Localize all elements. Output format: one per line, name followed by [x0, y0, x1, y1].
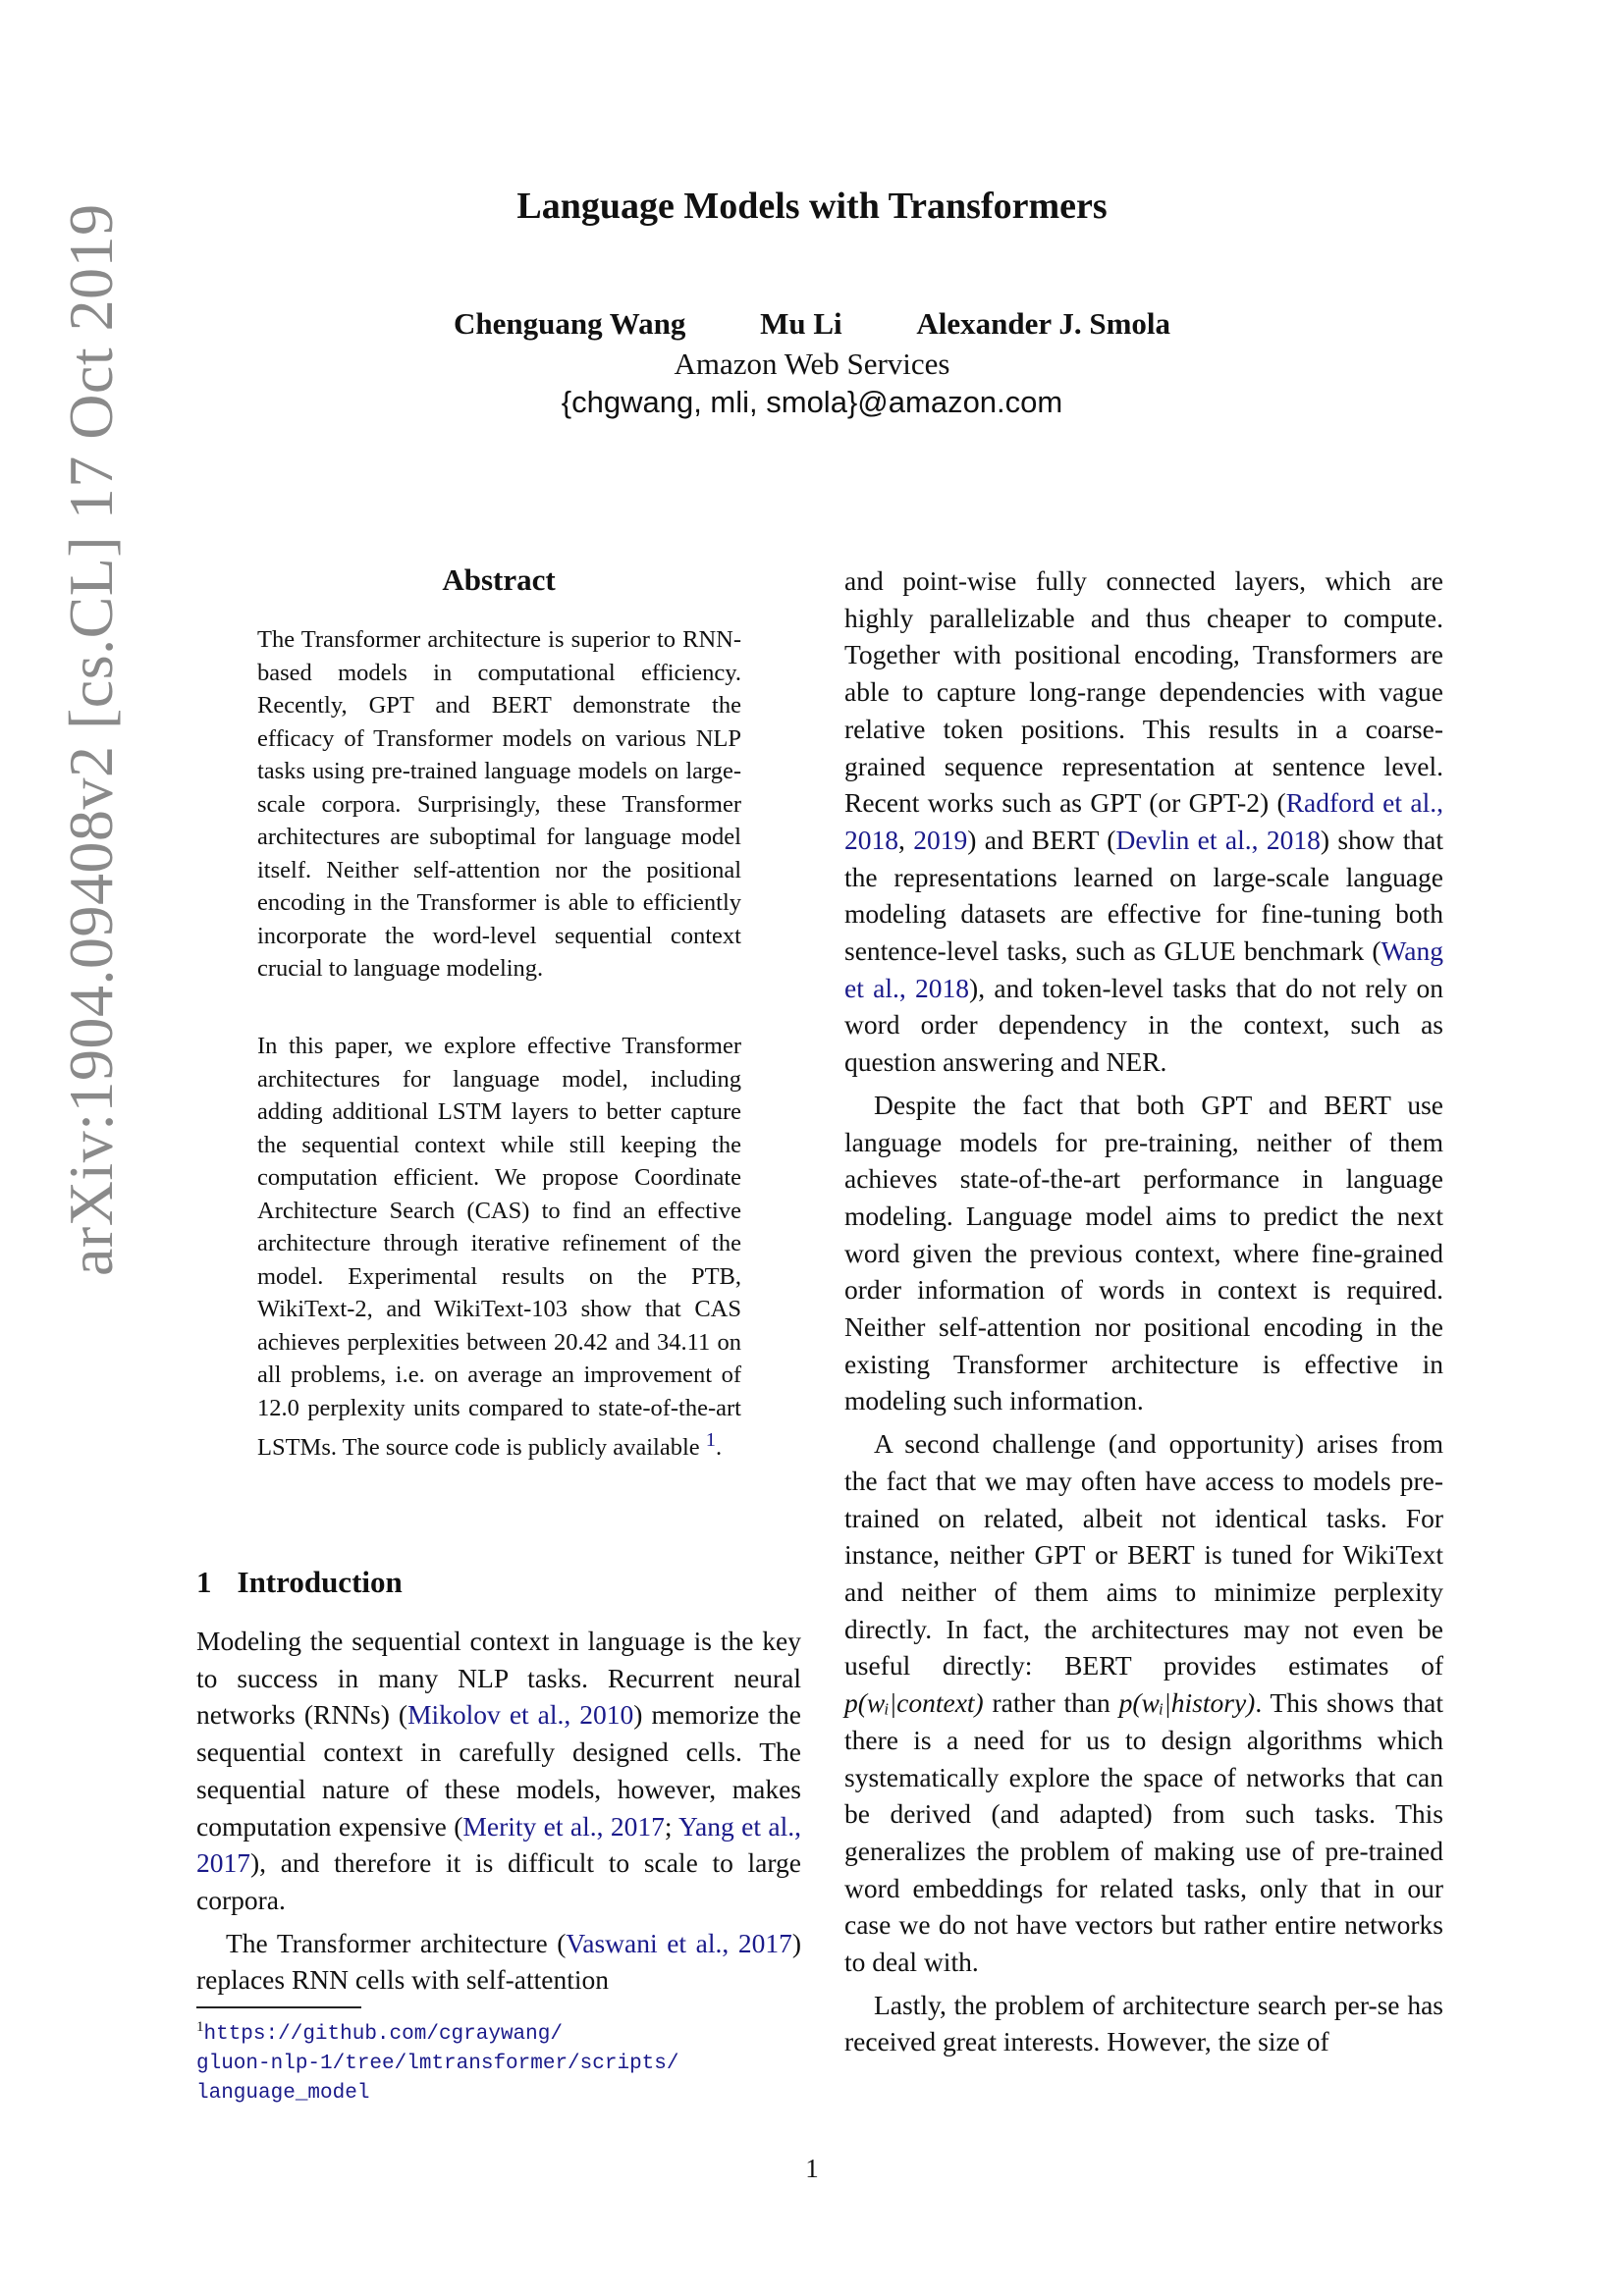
- text-run: ;: [664, 1810, 678, 1842]
- footnote-divider: [196, 2006, 361, 2008]
- footnote-link[interactable]: https://github.com/cgraywang/: [203, 2023, 563, 2046]
- right-column: [844, 562, 1443, 2066]
- citation-link[interactable]: Radford et al., 2018: [844, 787, 1443, 855]
- author-name: Chenguang Wang: [453, 306, 686, 341]
- abstract-paragraph: In this paper, we explore effective Transformer architectures for language model, including adding additional LSTM layers to better capture the sequential context while still keeping the computation efficient. We propose Coordinate Architecture Search (CAS) to find an effective architecture through iterative refinement of the model. Experimental results on the PTB, WikiText-2, and WikiText-103 show that CAS achieves perplexities between 20.42 and 34.11 on all problems, i.e. on average an improvement of 12.0 perplexity units compared to state-of-the-art LSTMs. The source code is publicly available $^1$.: [257, 1033, 741, 1462]
- text-run: and point-wise fully connected layers, which are highly parallelizable and thus cheaper to compute. Together with positional encoding, Transformers are able to capture long-range dependencies with vague relative token positions. This results in a coarse-grained sequence representation at sentence level. Recent works such as GPT (or GPT-2) (: [844, 565, 1443, 819]
- text-run: ), and token-level tasks that do not rely on word order dependency in the context, such as question answering and NER.: [844, 972, 1443, 1078]
- text-run: A second challenge (and opportunity) arises from the fact that we may often have access to models pre-trained on related, albeit not identical tasks. For instance, neither GPT or BERT is tuned for WikiText and neither of them aims to minimize perplexity directly. In fact, the architectures may not even be useful directly: BERT provides estimates of: [844, 1428, 1443, 1682]
- section-title: Introduction: [237, 1565, 403, 1599]
- text-run: . This shows that there is a need for us to design algorithms which systematically explore the space of networks that can be derived (and adapted) from such tasks. This generalizes the problem of making use of pre-trained word embeddings for related tasks, only that in our case we do not have vectors but rather entire networks to deal with.: [844, 1687, 1443, 1978]
- citation-link[interactable]: Merity et al., 2017: [462, 1810, 665, 1842]
- body-paragraph: [196, 1623, 801, 1919]
- abstract-heading: Abstract: [442, 562, 556, 597]
- citation-link[interactable]: Yang et al., 2017: [196, 1810, 801, 1879]
- author-name: Alexander J. Smola: [916, 306, 1171, 341]
- citation-link[interactable]: Vaswani et al., 2017: [566, 1927, 792, 1958]
- author-name: Mu Li: [760, 306, 842, 341]
- footnote: [196, 2012, 805, 2109]
- abstract-paragraph: The Transformer architecture is superior to RNN-based models in computational efficiency. Recently, GPT and BERT demonstrate the efficacy of Transformer models on various NLP tasks using pre-trained language models on large-scale corpora. Surprisingly, these Transformer architectures are suboptimal for language model itself. Neither self-attention nor the positional encoding in the Transformer is able to efficiently incorporate the word-level sequential context crucial to language modeling.: [257, 626, 741, 982]
- abstract-text: In this paper, we explore effective Transformer architectures for language model, including adding additional LSTM layers to better capture the sequential context while still keeping the computation efficient. We propose Coordinate Architecture Search (CAS) to find an effective architecture through iterative refinement of the model. Experimental results on the PTB, WikiText-2, and WikiText-103 show that CAS achieves perplexities between 20.42 and 34.11 on all problems, i.e. on average an improvement of 12.0 perplexity units compared to state-of-the-art LSTMs. The source code is publicly available: [257, 1033, 741, 1462]
- body-paragraph: [844, 562, 1443, 1081]
- text-run: ), and therefore it is difficult to scale to large corpora.: [196, 1847, 801, 1915]
- body-paragraph: [196, 1925, 801, 1999]
- body-paragraph: [844, 1425, 1443, 1981]
- body-paragraph: Lastly, the problem of architecture search per-se has received great interests. However, the size of: [844, 1989, 1443, 2057]
- text-run: The Transformer architecture (: [226, 1927, 567, 1958]
- author-list: [0, 306, 1624, 342]
- text-run: rather than: [983, 1687, 1119, 1719]
- arxiv-stamp: arXiv:1904.09408v2 [cs.CL] 17 Oct 2019: [56, 203, 126, 1276]
- text-run: ) memorize the sequential context in carefully designed cells. The sequential nature of these models, however, makes computation expensive (: [196, 1699, 801, 1842]
- page-number: 1: [805, 2154, 819, 2183]
- text-run: ) replaces RNN cells with self-attention: [196, 1927, 801, 1996]
- section-number: 1: [196, 1565, 212, 1599]
- footnote-marker[interactable]: 1: [705, 1429, 716, 1451]
- text-run: ) show that the representations learned on large-scale language modeling datasets are effective for fine-tuning both sentence-level tasks, such as GLUE benchmark (: [844, 824, 1443, 967]
- section-heading: [196, 1565, 403, 1600]
- text-run: Modeling the sequential context in language is the key to success in many NLP tasks. Recurrent neural networks (RNNs) (: [196, 1626, 801, 1731]
- footnote-link[interactable]: language_model: [196, 2082, 370, 2105]
- text-run: ) and BERT (: [967, 824, 1116, 855]
- math-expression: p(wᵢ|history): [1118, 1687, 1256, 1719]
- text-run: ,: [898, 824, 914, 855]
- body-paragraph: Despite the fact that both GPT and BERT use language models for pre-training, neither of them achieves state-of-the-art performance in language modeling. Language model aims to predict the next word given the previous context, where fine-grained order information of words in context is required. Neither self-attention nor positional encoding in the existing Transformer architecture is effective in modeling such information.: [844, 1089, 1443, 1416]
- affiliation: Amazon Web Services: [674, 347, 950, 381]
- math-expression: p(wᵢ|context): [844, 1687, 984, 1719]
- footnote-link[interactable]: gluon-nlp-1/tree/lmtransformer/scripts/: [196, 2053, 679, 2075]
- paper-title: Language Models with Transformers: [516, 186, 1108, 227]
- citation-link[interactable]: Wang et al., 2018: [844, 935, 1443, 1003]
- citation-link[interactable]: Mikolov et al., 2010: [407, 1699, 634, 1731]
- footnote-number: 1: [196, 2019, 204, 2035]
- citation-link[interactable]: Devlin et al., 2018: [1115, 824, 1321, 855]
- left-column: [196, 1623, 801, 2004]
- author-emails: {chgwang, mli, smola}@amazon.com: [561, 385, 1063, 419]
- citation-link[interactable]: 2019: [913, 824, 968, 855]
